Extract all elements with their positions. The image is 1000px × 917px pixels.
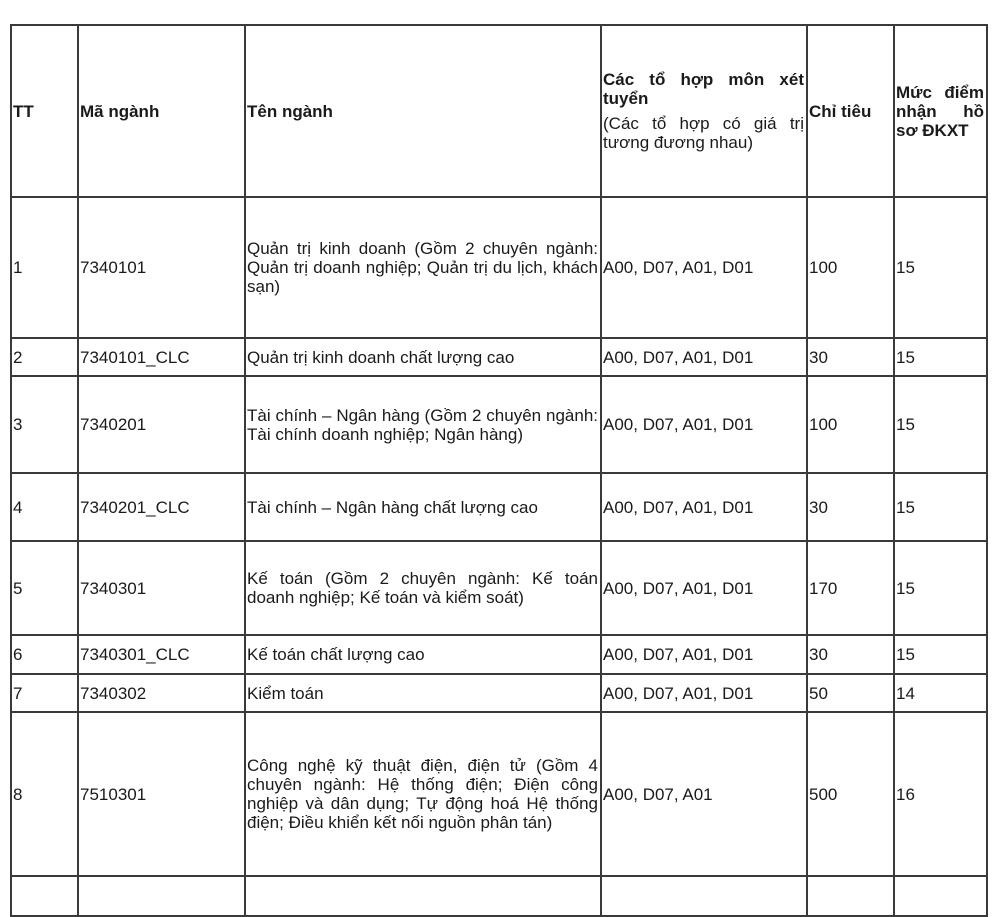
cell-name: Kế toán (Gồm 2 chuyên ngành: Kế toán doanh nghiệp; Kế toán và kiểm soát) [245, 541, 601, 635]
table-row [11, 541, 987, 635]
table-row [11, 338, 987, 376]
cell-code: 7340301 [78, 541, 245, 635]
cell-score [894, 876, 987, 916]
cell-tt: 6 [11, 635, 78, 674]
cell-name: Công nghệ kỹ thuật điện, điện tử (Gồm 4 chuyên ngành: Hệ thống điện; Điện công nghiệp và dân dụng; Tự động hoá Hệ thống điện; Điều khiển kết nối nguồn phân tán) [245, 712, 601, 876]
cell-name: Kế toán chất lượng cao [245, 635, 601, 674]
cell-quota: 30 [807, 635, 894, 674]
cell-quota: 100 [807, 376, 894, 473]
header-name: Tên ngành [245, 25, 601, 197]
cell-score: 16 [894, 712, 987, 876]
cell-score: 15 [894, 376, 987, 473]
cell-combos: A00, D07, A01, D01 [601, 635, 807, 674]
header-combos [601, 25, 807, 197]
table-row [11, 876, 987, 916]
cell-tt: 4 [11, 473, 78, 541]
cell-combos: A00, D07, A01 [601, 712, 807, 876]
cell-quota [807, 876, 894, 916]
cell-combos: A00, D07, A01, D01 [601, 197, 807, 338]
cell-code [78, 876, 245, 916]
header-code: Mã ngành [78, 25, 245, 197]
cell-combos: A00, D07, A01, D01 [601, 473, 807, 541]
cell-tt: 3 [11, 376, 78, 473]
cell-tt: 1 [11, 197, 78, 338]
cell-quota: 50 [807, 674, 894, 712]
cell-score: 15 [894, 197, 987, 338]
cell-score: 15 [894, 338, 987, 376]
cell-tt: 7 [11, 674, 78, 712]
table-row [11, 635, 987, 674]
table-row [11, 674, 987, 712]
cell-code: 7340301_CLC [78, 635, 245, 674]
header-row [11, 25, 987, 197]
cell-tt: 5 [11, 541, 78, 635]
admission-table-container [10, 24, 988, 917]
table-row [11, 712, 987, 876]
header-combos-title: Các tổ hợp môn xét tuyển [603, 70, 804, 108]
cell-tt: 2 [11, 338, 78, 376]
cell-code: 7340201_CLC [78, 473, 245, 541]
cell-name: Kiểm toán [245, 674, 601, 712]
table-row [11, 376, 987, 473]
cell-name [245, 876, 601, 916]
cell-name: Tài chính – Ngân hàng chất lượng cao [245, 473, 601, 541]
cell-quota: 30 [807, 473, 894, 541]
cell-code: 7340101_CLC [78, 338, 245, 376]
table-row [11, 197, 987, 338]
cell-code: 7340201 [78, 376, 245, 473]
cell-quota: 100 [807, 197, 894, 338]
header-quota: Chỉ tiêu [807, 25, 894, 197]
cell-code: 7340302 [78, 674, 245, 712]
cell-score: 15 [894, 541, 987, 635]
cell-score: 15 [894, 473, 987, 541]
header-score: Mức điểm nhận hồ sơ ĐKXT [894, 25, 987, 197]
cell-score: 15 [894, 635, 987, 674]
cell-quota: 30 [807, 338, 894, 376]
cell-quota: 500 [807, 712, 894, 876]
cell-score: 14 [894, 674, 987, 712]
cell-code: 7340101 [78, 197, 245, 338]
cell-combos: A00, D07, A01, D01 [601, 541, 807, 635]
cell-code: 7510301 [78, 712, 245, 876]
cell-name: Quản trị kinh doanh chất lượng cao [245, 338, 601, 376]
header-tt: TT [11, 25, 78, 197]
cell-combos [601, 876, 807, 916]
header-combos-note: (Các tổ hợp có giá trị tương đương nhau) [603, 114, 804, 152]
cell-name: Quản trị kinh doanh (Gồm 2 chuyên ngành: Quản trị doanh nghiệp; Quản trị du lịch, khách sạn) [245, 197, 601, 338]
cell-combos: A00, D07, A01, D01 [601, 376, 807, 473]
admission-table [10, 24, 988, 917]
cell-tt [11, 876, 78, 916]
cell-combos: A00, D07, A01, D01 [601, 674, 807, 712]
cell-name: Tài chính – Ngân hàng (Gồm 2 chuyên ngành: Tài chính doanh nghiệp; Ngân hàng) [245, 376, 601, 473]
table-row [11, 473, 987, 541]
cell-tt: 8 [11, 712, 78, 876]
cell-combos: A00, D07, A01, D01 [601, 338, 807, 376]
cell-quota: 170 [807, 541, 894, 635]
